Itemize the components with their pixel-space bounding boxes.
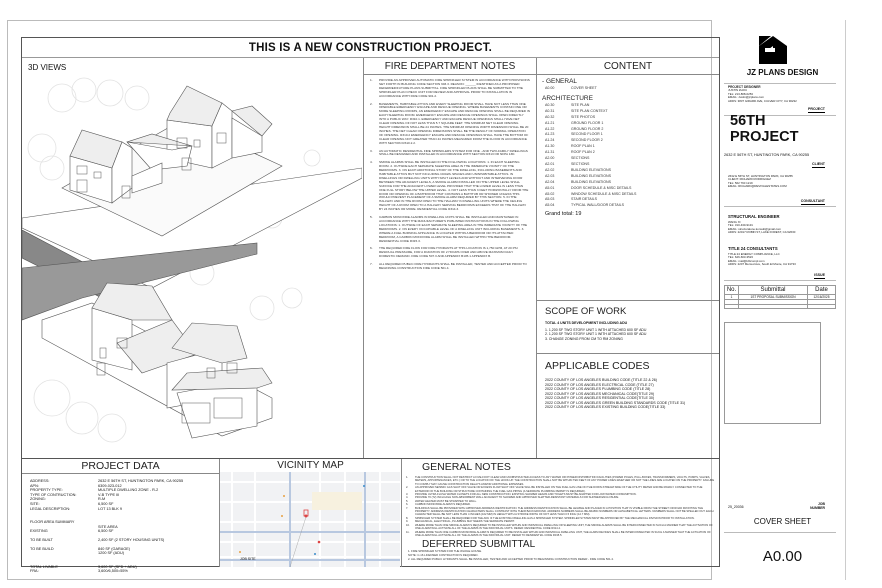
- col-date: Date: [808, 286, 836, 295]
- project-name: 56TH PROJECT: [730, 113, 799, 145]
- divider: [724, 83, 836, 84]
- project-data-row: SITE: 6,500 SF: [30, 501, 114, 506]
- fire-note-item: 2. BASEMENTS, HABITABLE ATTICS AND EVERY SLEEPING ROOM SHALL HAVE NOT LESS THAN ONE OPERABLE EMERGENCY ESCAPE AND RESCUE OPENING. WHERE BASEMENTS CONTAIN ONE OR MORE SLEEPING ROOMS, AN EMERGENCY ESCAPE AND RESCUE OPENING SHALL BE REQUIRED IN EACH SLEEPING ROOM. EMERGENCY ESCAPE AND RESCUE OPENINGS SHALL OPEN DIRECTLY INTO A PUBLIC WAY. R310.1. EMERGENCY AND ESCAPE RESCUE OPENINGS SHALL HAVE NET CLEAR OPENING OF NOT LESS THAN 5.7 SQUARE FEET. THE MINIMUM NET CLEAR OPENING HEIGHT DIMENSION SHALL BE 24 INCHES. THE MINIMUM OPENING WIDTH DIMENSION SHALL BE 20 INCHES. THE NET CLEAR OPENING DIMENSIONS SHALL BE THE RESULT OF NORMAL OPERATION OF OPENING. R310.2 EMERGENCY ESCAPE AND RESCUE OPENINGS SHALL HAVE THE BOTTOM OF CLEAR OPENING NOT GREATER THAN 44 INCHES MEASURED FROM THE FLOOR IN ACCORDANCE WITH SECTION R310.2.2.: [370, 101, 530, 145]
- sheet-number: A0.00: [762, 548, 803, 565]
- floor-area-row: TO BE BUILD 840 SF (GARAGE): [30, 546, 131, 551]
- deferred-item: 2. ALL REQUIRED PUBLIC HYDRANTS SHALL BE INSTALLED, TESTED AND ACCEPTED PRIOR TO BEGINNING CONSTRUCTION REFER - FIRE CODE 501.4.: [408, 556, 614, 561]
- fire-note-item: 7. ALL REQUIRED PUBLIC FIRE HYDRANTS SHALL BE INSTALLED, TESTED AND ACCEPTED PRIOR TO BEGINNING CONSTRUCTION FIRE CODE 501.4.: [370, 262, 527, 271]
- fire-note-item: 5. CARBON MONOXIDE ALARMS IN DWELLING UNITS SHALL BE INSTALLED AND MAINTAINED IN ACCORDANCE WITH THE MANUFACTURER'S PUBLISHED INSTRUCTIONS IN THE FOLLOWING LOCATIONS: 1. OUTSIDE OF EACH SEPARATE SLEEPING AREA IN THE IMMEDIATE VICINITY OF THE BEDROOMS. 2. ON EVERY OCCUPIABLE LEVEL OF A DWELLING UNIT INCLUDING BASEMENTS. 3. WHERE A FUEL BURNING APPLIANCE IS LOCATED WITHIN A BEDROOM OR ITS ATTACHED BEDROOM, A CARBON MONOXIDE ALARM SHALL BE INSTALLED WITHIN THE BEDROOM. RESIDENTIAL CODE R315.3.: [370, 215, 528, 243]
- general-note-item: 2. AN APPROVED SEISMIC GAS SHUT OFF VALVE OR EXCESS FLOW SHUT OFF VALVE WILL BE INSTALLED ON THE FUEL GAS LINE ON THE DOWN-STREAM SIDE OF THE UTILITY METER AND BE RIGIDLY CONNECTED TO THE EXTERIOR OF THE BUILDING OR STRUCTURE CONTAINING THE FUEL GAS PIPING (A SEPARATE PLUMBING PERMIT IS REQUIRED).: [406, 486, 703, 493]
- sheet-index-row: A1.21 GROUND FLOOR 1: [545, 120, 604, 125]
- general-notes-list: [402, 473, 719, 537]
- scope-of-work: [537, 300, 719, 354]
- general-note-item: 10. WHERE MORE THAN ONE SMOKE ALARM IS REQUIRED TO BE INSTALLED WITHIN AND INDIVIDUAL DWELLING OR SLEEPING UNIT, THE SMOKE ALARMS SHALL BE INTERCONNECTED IN SUCH A MANNER THAT THE ACTIVATION OF ONE ALARM WILL ACTIVATE ALL OF THE ALARMS IN THE INDIVIDUAL UNITS. REFER: RESIDENTIAL CODE R314.4.: [406, 523, 713, 531]
- sheet-index-row: A1.24 SECOND FLOOR 2: [545, 138, 603, 143]
- sheet-name: COVER SHEET: [753, 517, 812, 526]
- sheet-index-row: A5.04 TYPICAL WALL/DOOR DETAILS: [545, 203, 624, 208]
- sheet-index-list: [537, 78, 719, 209]
- general-notes-title: GENERAL NOTES: [422, 461, 511, 473]
- 3d-views-title: 3D VIEWS: [28, 63, 67, 72]
- general-note-item: 5. WATER HEATER MUST BE STRAPPED TO WALL.: [406, 499, 477, 503]
- col-no: No.: [725, 286, 739, 295]
- client-info: 2632 E 56TH ST, HUNTINGTON PARK, CA 90255 CLIENT: RICHARD RODRIGUEZ TEL: 562 760 1219 EMAIL: RICHARD@REVIVALESTATES.COM: [728, 174, 793, 189]
- sheet-index-row: A1.31 ROOF PLAN 2: [545, 150, 595, 155]
- sheet-index-row: A5.02 WINDOW SCHEDULE & MISC DETAILS: [545, 191, 637, 196]
- sheet-index-row: A2.00 SECTIONS: [545, 156, 590, 161]
- client-tag: CLIENT: [812, 162, 825, 166]
- sheet-index-row: A0.00 COVER SHEET: [545, 86, 597, 90]
- project-data-row: ADDRESS: 2632 E 56TH ST, HUNTINGTON PARK, CA 90255: [30, 479, 184, 483]
- divider: [724, 532, 836, 533]
- floor-area-row: 1200 SF (ADU): [98, 551, 124, 556]
- issue-tag: ISSUE: [814, 273, 825, 277]
- 3d-views-panel: [22, 58, 362, 458]
- project-data-row: TYPE OF CONTRUCTION: V-B TYPE III: [30, 492, 120, 497]
- deferred-item: 1. FIRE SPRINKLER SYSTEM FOR THE WHOLE HOUSE.: [408, 549, 482, 554]
- general-note-item: 7. BUILDINGS SHALL BE PROVIDED WITH APPROVED ADDRESS IDENTIFICATION. THE ADDRESS IDENTIFICATION SHALL BE LEGIBLE AND PLACED IN A POSITION THAT IS VISIBLE FROM THE STREET OR ROAD FRONTING THE PROPERTY. ADDRESS IDENTIFICATION CHARACTERS SHALL CONTRAST WITH THEIR BACKGROUND. ADDRESS NUMBERS SHALL BE ARABIC NUMBERS OR ALPHABETICAL LETTERS. NUMBERS SHALL NOT BE SPELLED OUT. EACH CHARACTER SHALL BE NOT LESS THAN 4 INCHES (102 MM) IN HEIGHT WITH A STROKE WIDTH OF NOT LESS THAN 0.5 INCH (12.7 MM).: [406, 506, 714, 517]
- fire-note-item: 1. PROVIDE AN APPROVED AUTOMATIC FIRE SPRINKLER SYSTEM IN ACCORDANCE WITH PROVISIONS SET FORTH IN BUILDING CODE SECTION 903.3. REASON: ______ IDENTIFIED AS A PROPOSED DEFERRED/FUTURE PLANS SUBMITTAL. FIRE SPRINKLER PLANS SHALL BE SUBMITTED TO THE SPRINKLER PLAN CHECK UNIT FOR REVIEW AND APPROVAL PRIOR TO INSTALLATION IN ACCORDANCE WITH FIRE CODE 901.2.: [370, 78, 530, 98]
- vicinity-map: [220, 459, 402, 567]
- street-map: [220, 472, 400, 567]
- code-item: 2022 COUNTY OF LOS ANGELES EXISTING BUILDING CODE(TITLE 33): [545, 405, 666, 409]
- sheet-index-row: A1.23 SECOND FLOOR 1: [545, 132, 603, 137]
- code-item: 2022 COUNTY OF LOS ANGELES RESIDENTIAL CODE(TITLE 30): [545, 396, 655, 400]
- applicable-codes: [537, 354, 719, 458]
- job-site-label: JOB SITE: [240, 557, 256, 561]
- fire-note-item: 3. AN AUTOMATIC RESIDENTIAL FIRE SPRINKLERS SYSTEM FOR ONE - AND TWO-FAMILY DWELLINGS SHALL BE DESIGNED AND INSTALLED IN ACCORDANCE WITH SECTION R313 OR NFPA 13D.: [370, 148, 528, 157]
- map-image[interactable]: [220, 472, 400, 567]
- scope-subtitle: TOTAL 4 UNITS DEVELOPMENT INCLUDING ADU: [545, 321, 628, 325]
- fire-note-item: 4. SMOKE ALARMS SHALL BE INSTALLED IN THE FOLLOWING LOCATIONS: 1. IN EACH SLEEPING ROOM. 2. OUTSIDE EACH SEPARATE SLEEPING AREA IN THE IMMEDIATE VICINITY OF THE BEDROOMS. 3. ON EACH ADDITIONAL STORY OF THE DWELLING, INCLUDING BASEMENTS AND HABITABLE ATTICS BUT NOT INCLUDING CRAWL SPACES AND UNINHABITABLE ATTICS. IN DWELLINGS OR DWELLING UNITS WITH SPLIT LEVELS AND WITHOUT AND INTERVENING DOOR BETWEEN THE ADJACENT LEVELS, A SMOKE ALARM INSTALLED ON THE UPPER LEVEL SHALL SUFFICE FOR THE ADJACENT LOWER LEVEL PROVIDED THAT THE LOWER LEVEL IS LESS THAN ONE FULL STORY BELOW THE UPPER LEVEL. 4. NOT LESS THAN 3 FEET HORIZONTALLY FROM THE DOOR OR OPENING OF A BATHROOM THAT CONTAINS A BATHTUB OR SHOWER UNLESS THIS WOULD PREVENT PLACEMENT OF A SMOKE ALARM REQUIRED BY THIS SECTION. 5. IN THE HALLWAY AND IN THE ROOM OPEN TO THE HALLWAY IN DWELLING UNITS WHERE THE CEILING HEIGHT OF A ROOM OPEN TO A HALLWAY SERVING BEDROOMS EXCEEDS THAT OF THE HALLWAY BY 24 INCHES OR MORE. RESIDENTIAL CODE R314.3.: [370, 160, 529, 212]
- fire-notes-title: FIRE DEPARTMENT NOTES: [364, 58, 536, 75]
- content-group-heading: - GENERAL: [542, 78, 578, 85]
- content-index: [537, 58, 719, 218]
- sheet-index-row: A5.03 STAIR DETAILS: [545, 197, 598, 202]
- general-note-item: 6. CARBON MONOXIDE ALARM IS REQUIRED.: [406, 503, 471, 507]
- job-number: 25_20036: [728, 505, 744, 509]
- general-note-item: 11. WHERE MORE THAN ONE CARBON MONOXIDE ALARM IS REQUIRED TO BE INSTALLED WITHIN AND INDIVIDUAL DWELLING UNIT, THE ALARM DEVICES SHALL BE INTERCONNECTED IN SUCH A MANNER THAT THE ACTUATION OF ONE ALARM WILL ACTIVATE ALL OF THE ALARMS IN THE INDIVIDUAL UNIT. REFER TO RESIDENTIAL CODE R315.5.: [406, 530, 711, 537]
- code-item: 2022 COUNTY OF LOS ANGELES ELECTRICAL CODE (TITLE 27): [545, 382, 654, 387]
- floor-area-heading: FLOOR AREA SUMMARY: [30, 520, 75, 525]
- project-tag: PROJECT: [808, 107, 825, 111]
- floor-area-row: TOTAL LIVABLE 3,600 SF (SFD + ADU): [30, 564, 137, 569]
- project-data: [22, 459, 220, 574]
- title-block: [720, 20, 845, 580]
- divider: [724, 280, 836, 281]
- issue-table: [724, 285, 836, 309]
- general-note-item: 8. SPRINKLER SYSTEM SHALL BE REQUIRED FOR THE ADU IF THE EXISTING DWELLING HAS A SPRINKLER SYSTEM. SPRINKLER SYSTEM MUST BE APPROVED BY THE MECHANICAL DIVISION PRIOR TO INSTALLATION.: [406, 516, 695, 520]
- divider: [724, 206, 836, 207]
- structural-engineer-info: WANG XI TEL: 310-430-9131 EMAIL: structuralone.konsult@gmail.com ADDS: 22017 ROBIN ST, LAKE FOREST, CA 92630: [728, 220, 796, 235]
- content-title: CONTENT: [537, 58, 719, 75]
- general-note-item: 4. PROVIDE 70 (72) INCH HIGH NON-ABSORBENT WALL ADJACENT TO SHOWER AND APPROVED SHATTER-RESISTANT MATERIALS FOR SHOWER ENCLOSURE.: [406, 496, 619, 500]
- general-note-item: 3. PROVIDE ULTRA FLUSH WATER CLOSETS FOR ALL NEW CONSTRUCTION. EXISTING SHOWER HEADS AND TOILETS MUST BE ADAPTED FOR LOW WATER CONSUMPTION.: [406, 493, 637, 497]
- stamp-box: [724, 322, 821, 424]
- project-data-row: APN: 6309-023-012: [30, 483, 122, 488]
- scope-item: 1. 1,200 SF TWO STORY UNIT 1 WITH ATTACHED 600 SF ADU: [545, 328, 647, 332]
- project-data-row: LEGAL DESCRIPTION: LOT 13 BLK 9: [30, 506, 122, 511]
- sheet-main: [21, 37, 720, 574]
- scope-item: 2. 1,200 SF TWO STORY UNIT 1 WITH ATTACHED 600 SF ADU: [545, 332, 647, 337]
- title24-heading: TITLE 24 CONSULTANTS: [728, 246, 778, 251]
- sheet-index-row: A2.03 BUILDING ELEVATIONS: [545, 173, 612, 178]
- sheet-index-row: A2.04 BUILDING ELEVATIONS: [545, 179, 612, 184]
- code-item: 2022 COUNTY OF LOS ANGELES PLUMBING CODE (TITLE 28): [545, 387, 651, 391]
- deferred-submittal-title: DEFERRED SUBMITTAL: [422, 539, 536, 551]
- bottom-strip: [22, 458, 719, 574]
- sheet-index-row: A5.01 DOOR SCHEDULE & MISC DETAILS: [545, 185, 632, 190]
- title-block-border: [845, 20, 846, 580]
- scope-item: 3. CHANGE ZONING FROM CM TO RM ZONING: [545, 336, 623, 341]
- site-area-heading: SITE AREA: [98, 524, 118, 529]
- isometric-renderings: [22, 58, 362, 458]
- project-data-title: PROJECT DATA: [22, 459, 219, 474]
- project-data-row: PROPERTY TYPE: MULTIPLE DWELLING ZONE - R-2: [30, 488, 159, 493]
- floor-area-row: FRA: 3,600/6,500=55%: [30, 569, 128, 574]
- issue-row: [725, 304, 836, 309]
- grand-total: Grand total: 19: [545, 211, 582, 218]
- general-notes: [402, 459, 719, 567]
- sheet-index-row: A1.22 GROUND FLOOR 2: [545, 126, 604, 131]
- deferred-item: NOTE: C-16 LICENSED CONTRACTOR IS REQUIRED.: [408, 552, 479, 557]
- sheet-index-row: A1.30 ROOF PLAN 1: [545, 144, 595, 149]
- content-group-heading: ARCHITECTURE: [542, 94, 593, 102]
- scope-title: SCOPE OF WORK: [545, 306, 627, 317]
- designer-info: PROJECT DESIGNER JUSTIN ZHOU TEL: 213-808-0253 EMAIL: Justin@jzplans.com ADDS: 3837 GIRARD AVE, CULVER CITY, CA 90232: [728, 85, 797, 103]
- vicinity-map-title: VICINITY MAP: [277, 460, 344, 471]
- floor-area-row: EXISTING 6,500 SF: [30, 529, 114, 534]
- general-note-item: 9. MECHANICAL, ELECTRICAL, PLUMBING MAY NEEDS THE SEPARATE PERMIT.: [406, 520, 515, 524]
- project-data-row: ZONING: R-M: [30, 497, 106, 502]
- codes-title: APPLICABLE CODES: [545, 360, 650, 372]
- code-item: 2022 COUNTY OF LOS ANGELES BUILDING CODE (TITLE 22 & 26): [545, 378, 657, 382]
- sheet-index-row: A0.31 SITE PLAN CONTEXT: [545, 108, 608, 113]
- banner-title: THIS IS A NEW CONSTRUCTION PROJECT.: [22, 38, 719, 58]
- fire-note-item: 6. THE REQUIRED FIRE FLOW FOR FIRE HYDRANTS AT THIS LOCATION IS 1,750 GPM, AT 20 PSI RESIDUAL PRESSURE, FOR A DURATION OF 2 HOURS OVER AND ABOVE MAXIMUM DAILY DOMESTIC DEMAND. FIRE CODE 507.3 AND APPENDIX B105.1 APPENDIX B.: [370, 246, 518, 259]
- jz-house-logo-icon: [757, 34, 789, 66]
- floor-area-row: TO BE BUILT 2,400 SF (2 STORY HOUSING UNITS): [30, 537, 165, 542]
- sheet-index-row: A0.30 SITE PLAN: [545, 102, 590, 107]
- fire-department-notes: [363, 58, 537, 458]
- project-address: 2632 E 56TH ST, HUNTINGTON PARK, CA 90255: [724, 153, 810, 157]
- sheet-index-row: A2.02 BUILDING ELEVATIONS: [545, 167, 612, 172]
- col-submittal: Submittal: [739, 286, 808, 295]
- sheet-index-row: A0.32 SITE PHOTOS: [545, 114, 596, 119]
- code-item: 2022 COUNTY OF LOS ANGELES MECHANICAL CODE(TITLE 29): [545, 391, 655, 396]
- firm-name: JZ PLANS DESIGN: [746, 68, 819, 77]
- structural-engineer-heading: STRUCTURAL ENGINEER: [728, 214, 780, 219]
- code-item: 2022 COUNTY OF LOS ANGELES GREEN BUILDING STANDARDS CODE (TITLE 31): [545, 400, 686, 405]
- title24-info: TITLE 24 ENERGY COMPLIANCE, LLC TEL: 626-603-3523 EMAIL: mail@t24compl.com ADDS: 2207 Merced Ave, South El Monte, CA 91733: [728, 252, 796, 267]
- job-number-label: JOB NUMBER: [810, 502, 825, 510]
- issue-row: 1 1ST PROPOSAL SUBMISSION 12/16/2025: [725, 295, 836, 300]
- consultant-tag: CONSULTANT: [800, 199, 825, 203]
- fire-notes-list: [364, 75, 536, 271]
- sheet-index-row: A2.01 SECTIONS: [545, 161, 590, 166]
- general-note-item: 1. THE CONSTRUCTION SHALL NOT RESTRICT A FIVE-FOOT CLEAR AND UNOBSTRUCTED ACCESS TO ANY WATER OR POWER DISTRIBUTION FACILITIES (POWER POLES, PULL-BOXES, TRANSFORMERS, VAULTS, PUMPS, VALVES, METERS, APPURTENANCES, ETC.) OR TO THE LOCATION OF THE HOOK-UP. THE CONSTRUCTION SHALL NOT BE WITHIN TEN FEET OF ANY POWER LINES-WHETHER OR NOT THE LINES ARE LOCATED ON THE PROPERTY. FAILURE TO COMPLY MAY CAUSE CONSTRUCTION DELAYS AND/OR ADDITIONAL EXPENSES.: [406, 476, 715, 486]
